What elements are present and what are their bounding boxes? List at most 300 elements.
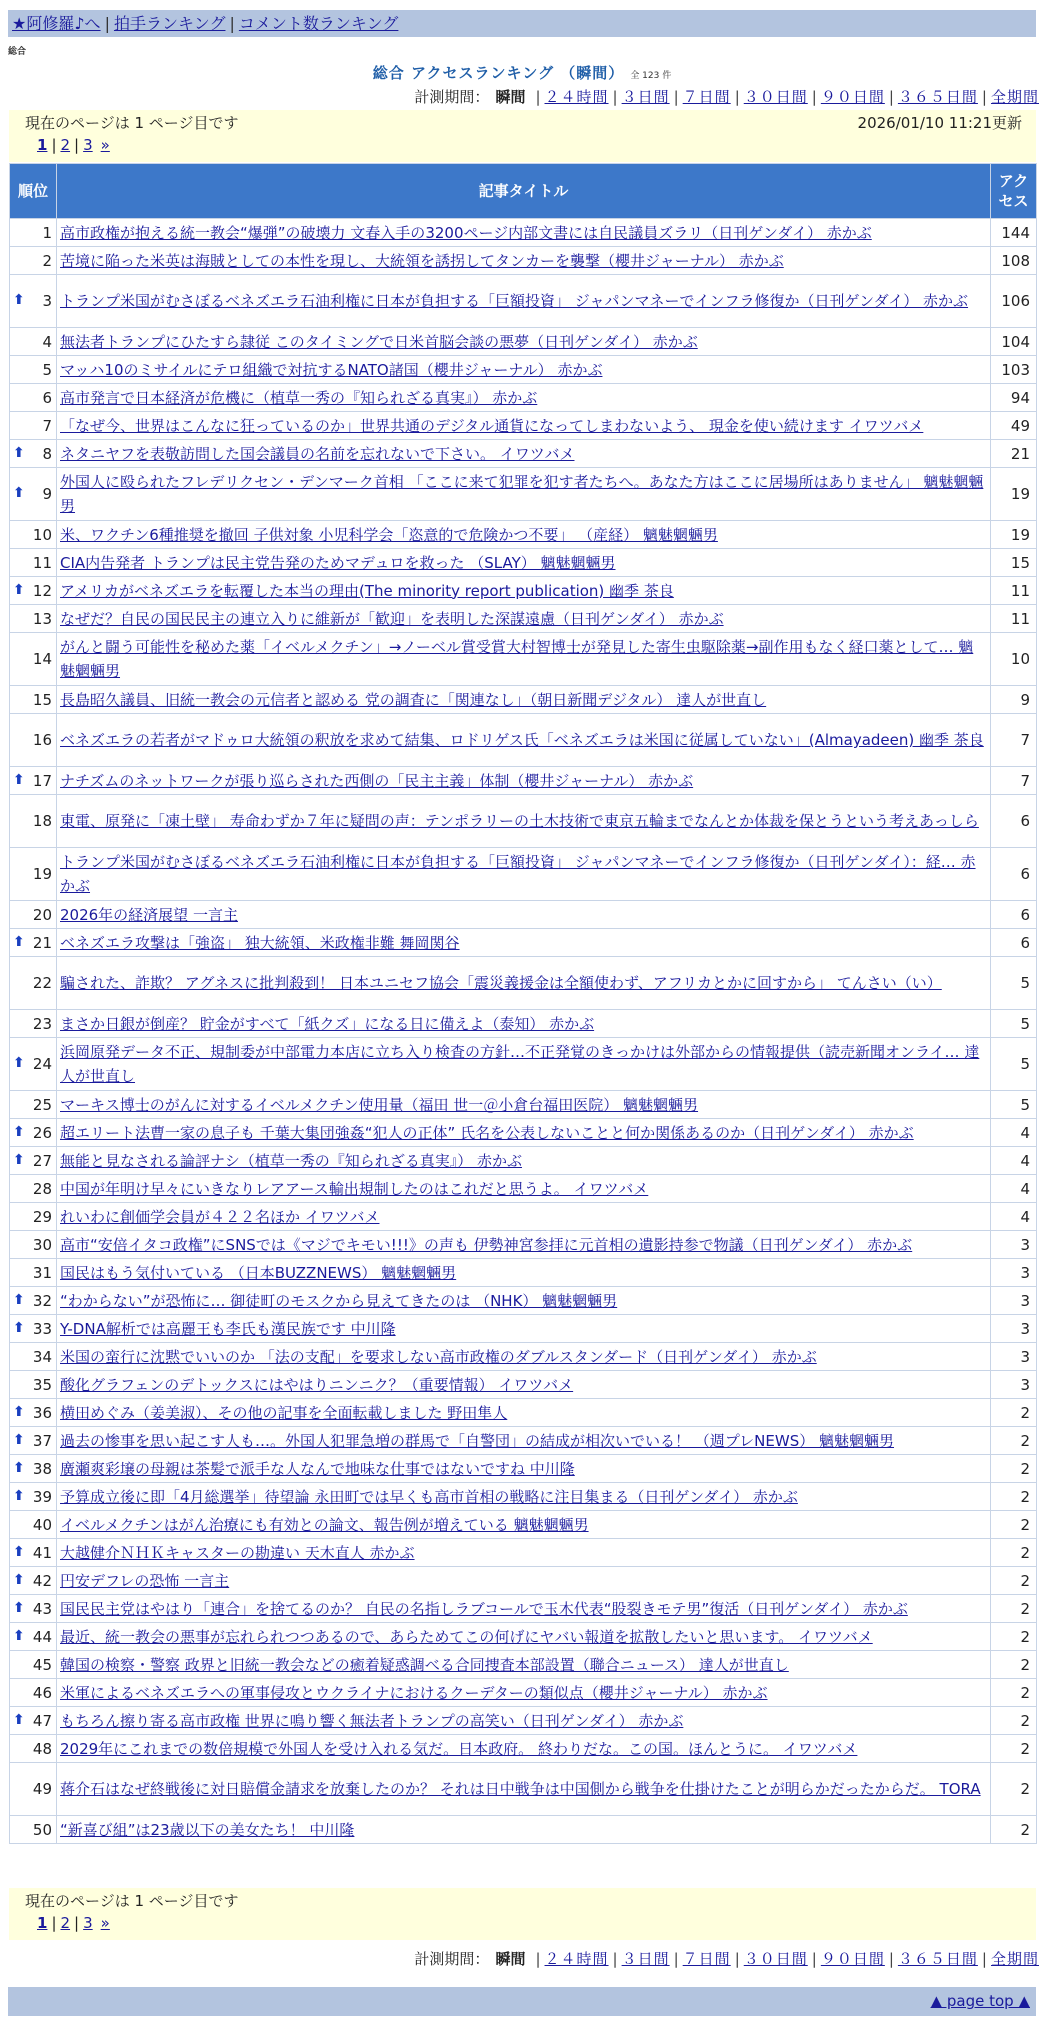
access-count: 2 — [991, 1595, 1037, 1623]
article-title-link[interactable]: “わからない”が恐怖に… 御徒町のモスクから見えてきたのは （NHK） 魑魅魍魎男 — [60, 1291, 618, 1310]
period-selector-top: 計測期間： 瞬間 | ２４時間 | ３日間 | ７日間 | ３０日間 | ９０日間 | ３６５日間 | 全期間 — [414, 88, 1039, 106]
rank-cell — [10, 1483, 57, 1511]
access-count: 6 — [991, 901, 1037, 929]
article-title-link[interactable]: 米、ワクチン6種推奨を撤回 子供対象 小児科学会「恣意的で危険かつ不要」 （産経） 魑魅魍魎男 — [60, 525, 718, 544]
access-count: 15 — [991, 549, 1037, 577]
rank-number: 16 — [32, 731, 52, 749]
table-row — [10, 1707, 1037, 1735]
rank-number: 34 — [32, 1347, 52, 1366]
rank-cell — [10, 275, 57, 328]
title-cell — [57, 795, 991, 848]
table-row — [10, 795, 1037, 848]
rank-cell — [10, 1371, 57, 1399]
rank-number: 44 — [32, 1627, 52, 1646]
article-title-link[interactable]: マッハ10のミサイルにテロ組織で対抗するNATO諸国（櫻井ジャーナル） 赤かぶ — [60, 360, 603, 379]
article-title-link[interactable]: 米軍によるベネズエラへの軍事侵攻とウクライナにおけるクーデターの類似点（櫻井ジャーナル） 赤かぶ — [60, 1683, 768, 1702]
title-cell — [57, 1483, 991, 1511]
article-title-link[interactable]: トランプ米国がむさぼるベネズエラ石油利権に日本が負担する「巨額投資」 ジャパンマネーでインフラ修復か（日刊ゲンダイ）：経… 赤かぶ — [60, 853, 976, 895]
article-title-link[interactable]: 酸化グラフェンのデトックスにはやはりニンニク？（重要情報） イワツバメ — [60, 1375, 574, 1394]
rank-number: 25 — [32, 1095, 52, 1114]
rank-up-arrow-icon: ⬆ — [13, 1403, 25, 1420]
title-cell — [57, 957, 991, 1010]
rank-up-arrow-icon: ⬆ — [13, 1055, 25, 1071]
rank-cell — [10, 577, 57, 605]
access-count: 103 — [991, 356, 1037, 384]
ranking-table — [9, 163, 1037, 1844]
rank-number: 29 — [32, 1207, 52, 1226]
table-row — [10, 1567, 1037, 1595]
title-cell — [57, 1287, 991, 1315]
access-count: 3 — [991, 1315, 1037, 1343]
header-title: 記事タイトル — [57, 164, 991, 219]
page-info-top — [9, 110, 1036, 162]
article-title-link[interactable]: 騙された、詐欺？ アグネスに批判殺到！ 日本ユニセフ協会「震災義援金は全額使わず、アフリカとかに回すから」 てんさい（い） — [60, 974, 942, 992]
article-title-link[interactable]: CIA内告発者 トランプは民主党告発のためマデュロを救った （SLAY） 魑魅魍魎男 — [60, 553, 616, 572]
top-nav-bar — [8, 10, 1036, 37]
rank-number: 49 — [32, 1780, 52, 1798]
table-row — [10, 1679, 1037, 1707]
current-page-text: 現在のページは 1 ページ目です — [25, 114, 239, 132]
rank-number: 11 — [32, 553, 52, 572]
pagination-top: 1 | 2 | 3 » — [37, 136, 110, 154]
article-title-link[interactable]: 予算成立後に即「4月総選挙」待望論 永田町では早くも高市首相の戦略に注目集まる（日刊ゲンダイ） 赤かぶ — [60, 1487, 798, 1506]
article-title-link[interactable]: 米国の蛮行に沈黙でいいのか 「法の支配」を要求しない高市政権のダブルスタンダード（日刊ゲンダイ） 赤かぶ — [60, 1347, 817, 1366]
article-title-link[interactable]: “新喜び組”は23歳以下の美女たち！ 中川隆 — [60, 1820, 355, 1839]
period-link-365d[interactable]: ３６５日間 — [897, 1950, 978, 1968]
article-title-link[interactable]: 長島昭久議員、旧統一教会の元信者と認める 党の調査に「関連なし」（朝日新聞デジタル） 達人が世直し — [60, 690, 767, 709]
rank-number: 9 — [42, 485, 52, 503]
rank-number: 1 — [42, 223, 52, 242]
rank-cell — [10, 1763, 57, 1816]
rank-number: 12 — [32, 581, 52, 600]
table-row — [10, 901, 1037, 929]
title-cell — [57, 440, 991, 468]
rank-number: 32 — [32, 1291, 52, 1310]
rank-cell — [10, 328, 57, 356]
rank-number: 4 — [42, 332, 52, 351]
title-cell — [57, 1816, 991, 1844]
access-count: 19 — [991, 521, 1037, 549]
title-cell — [57, 1343, 991, 1371]
rank-up-arrow-icon: ⬆ — [13, 1151, 25, 1168]
access-count: 2 — [991, 1483, 1037, 1511]
rank-cell — [10, 1315, 57, 1343]
rank-number: 43 — [32, 1599, 52, 1618]
rank-number: 21 — [32, 933, 52, 952]
access-count: 2 — [991, 1679, 1037, 1707]
table-row — [10, 521, 1037, 549]
nav-home-link[interactable]: ★阿修羅♪へ — [12, 14, 101, 33]
table-row — [10, 957, 1037, 1010]
rank-cell — [10, 1623, 57, 1651]
title-cell — [57, 1567, 991, 1595]
period-link-30d[interactable]: ３０日間 — [743, 88, 808, 106]
rank-number: 38 — [32, 1459, 52, 1478]
rank-number: 31 — [32, 1263, 52, 1282]
article-title-link[interactable]: 廣瀬爽彩壌の母親は茶髪で派手な人なんで地味な仕事ではないですね 中川隆 — [60, 1459, 575, 1478]
rank-up-arrow-icon: ⬆ — [13, 1123, 25, 1140]
table-row — [10, 328, 1037, 356]
access-count: 21 — [991, 440, 1037, 468]
article-title-link[interactable]: 東電、原発に「凍土壁」 寿命わずか７年に疑問の声：テンポラリーの土木技術で東京五輪までなんとか体裁を保とうという考えあっしら — [60, 812, 979, 830]
table-row — [10, 1763, 1037, 1816]
article-title-link[interactable]: ベネズエラの若者がマドゥロ大統領の釈放を求めて結集、ロドリゲス氏「ベネズエラは米国に従属していない」(Almayadeen) 幽季 茶良 — [60, 731, 984, 749]
table-row — [10, 1427, 1037, 1455]
page-link-3[interactable]: 3 — [83, 1914, 93, 1932]
rank-up-arrow-icon: ⬆ — [13, 1599, 25, 1616]
table-row — [10, 1343, 1037, 1371]
table-row — [10, 1175, 1037, 1203]
period-link-24h[interactable]: ２４時間 — [544, 88, 609, 106]
rank-cell — [10, 356, 57, 384]
rank-cell — [10, 549, 57, 577]
access-count: 4 — [991, 1175, 1037, 1203]
rank-number: 8 — [42, 444, 52, 463]
page-link-2[interactable]: 2 — [60, 136, 71, 154]
article-title-link[interactable]: 最近、統一教会の悪事が忘れられつつあるので、あらためてこの何げにヤバい報道を拡散したいと思います。 イワツバメ — [60, 1627, 873, 1646]
title-cell — [57, 384, 991, 412]
rank-cell — [10, 848, 57, 901]
article-title-link[interactable]: マーキス博士のがんに対するイベルメクチン使用量（福田 世一＠小倉台福田医院） 魑魅魍魎男 — [60, 1095, 699, 1114]
access-count: 2 — [991, 1511, 1037, 1539]
updated-timestamp: 2026/01/10 11:21更新 — [857, 114, 1022, 132]
rank-up-arrow-icon: ⬆ — [13, 1459, 25, 1476]
rank-cell — [10, 247, 57, 275]
rank-up-arrow-icon: ⬆ — [13, 1543, 25, 1560]
title-cell — [57, 1623, 991, 1651]
article-title-link[interactable]: アメリカがベネズエラを転覆した本当の理由(The minority report publication) 幽季 茶良 — [60, 581, 674, 600]
period-selector-bottom: 計測期間： 瞬間 | ２４時間 | ３日間 | ７日間 | ３０日間 | ９０日間 | ３６５日間 | 全期間 — [414, 1950, 1039, 1968]
access-count: 3 — [991, 1231, 1037, 1259]
table-row — [10, 384, 1037, 412]
table-row — [10, 1231, 1037, 1259]
article-title-link[interactable]: 国民民主党はやはり「連合」を捨てるのか？ 自民の名指しラブコールで玉木代表“股裂きモテ男”復活（日刊ゲンダイ） 赤かぶ — [60, 1599, 908, 1618]
page-info-bottom — [9, 1888, 1036, 1940]
rank-number: 5 — [42, 360, 52, 379]
table-row — [10, 1371, 1037, 1399]
article-title-link[interactable]: れいわに創価学会員が４２２名ほか イワツバメ — [60, 1207, 380, 1226]
access-count: 2 — [991, 1455, 1037, 1483]
total-count: 全 123 件 — [630, 71, 672, 81]
article-title-link[interactable]: がんと闘う可能性を秘めた薬「イベルメクチン」→ノーベル賞受賞大村智博士が発見した寄生虫駆除薬→副作用もなく経口薬として… 魑魅魍魎男 — [60, 638, 974, 680]
access-count: 3 — [991, 1343, 1037, 1371]
access-count: 2 — [991, 1427, 1037, 1455]
period-link-3d[interactable]: ３日間 — [621, 88, 670, 106]
rank-number: 28 — [32, 1179, 52, 1198]
article-title-link[interactable]: 中国が年明け早々にいきなりレアアース輸出規制したのはこれだと思うよ。 イワツバメ — [60, 1179, 649, 1198]
access-count: 7 — [991, 767, 1037, 795]
title-cell — [57, 549, 991, 577]
rank-number: 26 — [32, 1123, 52, 1142]
table-row — [10, 848, 1037, 901]
rank-cell — [10, 1010, 57, 1038]
rank-cell — [10, 1707, 57, 1735]
table-row — [10, 1455, 1037, 1483]
table-row — [10, 577, 1037, 605]
rank-up-arrow-icon: ⬆ — [13, 1627, 25, 1644]
title-cell — [57, 1231, 991, 1259]
table-row — [10, 1315, 1037, 1343]
rank-cell — [10, 929, 57, 957]
rank-number: 17 — [32, 771, 52, 790]
access-count: 2 — [991, 1567, 1037, 1595]
article-title-link[interactable]: 円安デフレの恐怖 一言主 — [60, 1571, 230, 1590]
rank-number: 10 — [32, 525, 52, 544]
title-cell — [57, 686, 991, 714]
rank-up-arrow-icon: ⬆ — [13, 1319, 25, 1336]
table-row — [10, 1539, 1037, 1567]
title-cell — [57, 605, 991, 633]
rank-number: 46 — [32, 1683, 52, 1702]
rank-cell — [10, 1427, 57, 1455]
rank-cell — [10, 1119, 57, 1147]
period-link-365d[interactable]: ３６５日間 — [897, 88, 978, 106]
title-cell — [57, 1595, 991, 1623]
access-count: 6 — [991, 929, 1037, 957]
table-row — [10, 1595, 1037, 1623]
nav-applause-ranking-link[interactable]: 拍手ランキング — [113, 14, 226, 33]
rank-cell — [10, 1175, 57, 1203]
period-link-7d[interactable]: ７日間 — [682, 88, 731, 106]
rank-number: 40 — [32, 1515, 52, 1534]
table-row — [10, 1651, 1037, 1679]
title-cell — [57, 1010, 991, 1038]
rank-cell — [10, 901, 57, 929]
rank-cell — [10, 1511, 57, 1539]
access-count: 104 — [991, 328, 1037, 356]
ranking-table-body — [10, 219, 1037, 1844]
title-cell — [57, 767, 991, 795]
title-cell — [57, 1119, 991, 1147]
page-title — [0, 62, 1044, 83]
rank-cell — [10, 1816, 57, 1844]
rank-cell — [10, 1343, 57, 1371]
access-count: 94 — [991, 384, 1037, 412]
period-link-all[interactable]: 全期間 — [990, 88, 1039, 106]
title-cell — [57, 1455, 991, 1483]
table-row — [10, 1399, 1037, 1427]
access-count: 9 — [991, 686, 1037, 714]
article-title-link[interactable]: 国民はもう気付いている （日本BUZZNEWS） 魑魅魍魎男 — [60, 1263, 457, 1282]
period-link-24h[interactable]: ２４時間 — [544, 1950, 609, 1968]
category-label: 総合 — [8, 47, 27, 57]
rank-cell — [10, 1735, 57, 1763]
title-cell — [57, 1147, 991, 1175]
page-top-link[interactable]: ▲ page top ▲ — [930, 1992, 1030, 2010]
current-page-text: 現在のページは 1 ページ目です — [25, 1892, 239, 1910]
rank-number: 6 — [42, 388, 52, 407]
page-link-next[interactable]: » — [100, 1914, 110, 1932]
article-title-link[interactable]: トランプ米国がむさぼるベネズエラ石油利権に日本が負担する「巨額投資」 ジャパンマネーでインフラ修復か（日刊ゲンダイ） 赤かぶ — [60, 292, 969, 310]
rank-up-arrow-icon: ⬆ — [13, 292, 25, 308]
page-link-1[interactable]: 1 — [37, 136, 48, 154]
article-title-link[interactable]: もちろん擦り寄る高市政権 世界に鳴り響く無法者トランプの高笑い（日刊ゲンダイ） 赤かぶ — [60, 1711, 684, 1730]
title-cell — [57, 1539, 991, 1567]
table-row — [10, 219, 1037, 247]
page-title-text: 総合 アクセスランキング （瞬間） — [372, 64, 625, 82]
access-count: 106 — [991, 275, 1037, 328]
title-cell — [57, 1427, 991, 1455]
article-title-link[interactable]: 無能と見なされる論評ナシ（植草一秀の『知られざる真実』） 赤かぶ — [60, 1151, 522, 1170]
rank-number: 13 — [32, 609, 52, 628]
period-label: 計測期間： — [414, 1950, 490, 1968]
rank-up-arrow-icon: ⬆ — [13, 771, 25, 788]
article-title-link[interactable]: なぜだ？自民の国民民主の連立入りに維新が「歓迎」を表明した深謀遠慮（日刊ゲンダイ） 赤かぶ — [60, 609, 724, 628]
table-row — [10, 1623, 1037, 1651]
page-link-1[interactable]: 1 — [37, 1914, 48, 1932]
access-count: 2 — [991, 1707, 1037, 1735]
rank-cell — [10, 1231, 57, 1259]
rank-up-arrow-icon: ⬆ — [13, 933, 25, 950]
bottom-bar — [8, 1987, 1036, 2016]
article-title-link[interactable]: ベネズエラ攻撃は「強盗」 独大統領、米政権非難 舞岡関谷 — [60, 933, 460, 952]
table-row — [10, 275, 1037, 328]
rank-cell — [10, 1595, 57, 1623]
rank-number: 23 — [32, 1014, 52, 1033]
title-cell — [57, 247, 991, 275]
article-title-link[interactable]: 韓国の検察・警察 政界と旧統一教会などの癒着疑惑調べる合同捜査本部設置（聯合ニュース） 達人が世直し — [60, 1655, 789, 1674]
table-row — [10, 356, 1037, 384]
article-title-link[interactable]: ネタニヤフを表敬訪問した国会議員の名前を忘れないで下さい。 イワツバメ — [60, 444, 575, 463]
page-link-2[interactable]: 2 — [60, 1914, 71, 1932]
page-link-3[interactable]: 3 — [83, 136, 93, 154]
title-cell — [57, 1203, 991, 1231]
article-title-link[interactable]: 2029年にこれまでの数倍規模で外国人を受け入れる気だ。日本政府。 終わりだな。この国。ほんとうに。 イワツバメ — [60, 1739, 858, 1758]
title-cell — [57, 1763, 991, 1816]
header-count: アクセス — [991, 164, 1037, 219]
article-title-link[interactable]: 超エリート法曹一家の息子も 千葉大集団強姦“犯人の正体” 氏名を公表しないことと何か関係あるのか（日刊ゲンダイ） 赤かぶ — [60, 1123, 914, 1142]
rank-cell — [10, 1399, 57, 1427]
access-count: 108 — [991, 247, 1037, 275]
title-cell — [57, 275, 991, 328]
title-cell — [57, 468, 991, 521]
table-row — [10, 1735, 1037, 1763]
access-count: 11 — [991, 577, 1037, 605]
rank-number: 50 — [32, 1820, 52, 1839]
rank-cell — [10, 521, 57, 549]
article-title-link[interactable]: ナチズムのネットワークが張り巡らされた西側の「民主主義」体制（櫻井ジャーナル） 赤かぶ — [60, 771, 694, 790]
access-count: 6 — [991, 795, 1037, 848]
access-count: 10 — [991, 633, 1037, 686]
rank-number: 45 — [32, 1655, 52, 1674]
rank-cell — [10, 767, 57, 795]
title-cell — [57, 1399, 991, 1427]
table-row — [10, 767, 1037, 795]
period-link-7d[interactable]: ７日間 — [682, 1950, 731, 1968]
header-rank: 順位 — [10, 164, 57, 219]
period-link-all[interactable]: 全期間 — [990, 1950, 1039, 1968]
nav-comment-ranking-link[interactable]: コメント数ランキング — [238, 14, 399, 33]
rank-number: 30 — [32, 1235, 52, 1254]
article-title-link[interactable]: 蒋介石はなぜ終戦後に対日賠償金請求を放棄したのか？ それは日中戦争は中国側から戦争を仕掛けたことが明らかだったからだ。 TORA — [60, 1780, 981, 1798]
title-cell — [57, 1651, 991, 1679]
rank-cell — [10, 1287, 57, 1315]
article-title-link[interactable]: 外国人に殴られたフレデリクセン・デンマーク首相 「ここに来て犯罪を犯す者たちへ。あなた方はここに居場所はありません」 魑魅魍魎男 — [60, 473, 984, 515]
article-title-link[interactable]: 大越健介ＮＨＫキャスターの勘違い 天木直人 赤かぶ — [60, 1543, 415, 1562]
rank-number: 2 — [42, 251, 52, 270]
rank-number: 14 — [32, 650, 52, 668]
article-title-link[interactable]: 高市“安倍イタコ政権”にSNSでは《マジでキモい!!!》の声も 伊勢神宮参拝に元首相の遺影持参で物議（日刊ゲンダイ） 赤かぶ — [60, 1235, 913, 1254]
access-count: 49 — [991, 412, 1037, 440]
rank-number: 36 — [32, 1403, 52, 1422]
access-count: 3 — [991, 1287, 1037, 1315]
access-count: 6 — [991, 848, 1037, 901]
title-cell — [57, 521, 991, 549]
rank-number: 7 — [42, 416, 52, 435]
rank-number: 15 — [32, 690, 52, 709]
article-title-link[interactable]: 横田めぐみ（姜美淑）、その他の記事を全面転載しました 野田隼人 — [60, 1403, 508, 1422]
table-row — [10, 633, 1037, 686]
title-cell — [57, 1707, 991, 1735]
article-title-link[interactable]: イベルメクチンはがん治療にも有効との論文、報告例が増えている 魑魅魍魎男 — [60, 1515, 589, 1534]
title-cell — [57, 328, 991, 356]
title-cell — [57, 714, 991, 767]
table-row — [10, 440, 1037, 468]
period-link-90d[interactable]: ９０日間 — [820, 1950, 885, 1968]
rank-cell — [10, 1203, 57, 1231]
table-row — [10, 714, 1037, 767]
rank-number: 39 — [32, 1487, 52, 1506]
rank-up-arrow-icon: ⬆ — [13, 1571, 25, 1588]
pagination-bottom: 1 | 2 | 3 » — [37, 1914, 110, 1932]
article-title-link[interactable]: 高市発言で日本経済が危機に（植草一秀の『知られざる真実』） 赤かぶ — [60, 388, 538, 407]
title-cell — [57, 1511, 991, 1539]
access-count: 4 — [991, 1203, 1037, 1231]
access-count: 5 — [991, 1091, 1037, 1119]
rank-number: 27 — [32, 1151, 52, 1170]
table-row — [10, 1511, 1037, 1539]
table-row — [10, 468, 1037, 521]
title-cell — [57, 1175, 991, 1203]
title-cell — [57, 577, 991, 605]
article-title-link[interactable]: 「なぜ今、世界はこんなに狂っているのか」世界共通のデジタル通貨になってしまわないよう、 現金を使い続けます イワツバメ — [60, 416, 924, 435]
access-count: 2 — [991, 1763, 1037, 1816]
rank-number: 37 — [32, 1431, 52, 1450]
access-count: 19 — [991, 468, 1037, 521]
title-cell — [57, 1315, 991, 1343]
rank-cell — [10, 1455, 57, 1483]
title-cell — [57, 412, 991, 440]
rank-cell — [10, 957, 57, 1010]
access-count: 5 — [991, 957, 1037, 1010]
access-count: 2 — [991, 1735, 1037, 1763]
rank-cell — [10, 1091, 57, 1119]
period-link-90d[interactable]: ９０日間 — [820, 88, 885, 106]
table-row — [10, 1483, 1037, 1511]
rank-up-arrow-icon: ⬆ — [13, 581, 25, 598]
nav-separator: | — [229, 14, 235, 33]
title-cell — [57, 1735, 991, 1763]
article-title-link[interactable]: まさか日銀が倒産？ 貯金がすべて「紙クズ」になる日に備えよ（泰知） 赤かぶ — [60, 1014, 595, 1033]
article-title-link[interactable]: Y-DNA解析では高麗王も李氏も漢民族です 中川隆 — [60, 1319, 396, 1338]
period-link-30d[interactable]: ３０日間 — [743, 1950, 808, 1968]
table-row — [10, 247, 1037, 275]
period-link-3d[interactable]: ３日間 — [621, 1950, 670, 1968]
title-cell — [57, 1091, 991, 1119]
rank-number: 47 — [32, 1711, 52, 1730]
rank-cell — [10, 412, 57, 440]
article-title-link[interactable]: 浜岡原発データ不正、規制委が中部電力本店に立ち入り検査の方針…不正発覚のきっかけは外部からの情報提供（読売新聞オンライ… 達人が世直し — [60, 1043, 980, 1085]
article-title-link[interactable]: 過去の惨事を思い起こす人も…。外国人犯罪急増の群馬で「自警団」の結成が相次いでいる！ （週プレNEWS） 魑魅魍魎男 — [60, 1431, 894, 1450]
page-link-next[interactable]: » — [100, 136, 110, 154]
article-title-link[interactable]: 2026年の経済展望 一言主 — [60, 905, 238, 924]
title-cell — [57, 219, 991, 247]
article-title-link[interactable]: 苦境に陥った米英は海賊としての本性を現し、大統領を誘拐してタンカーを襲撃（櫻井ジャーナル） 赤かぶ — [60, 251, 784, 270]
article-title-link[interactable]: 無法者トランプにひたすら隷従 このタイミングで日米首脳会談の悪夢（日刊ゲンダイ） 赤かぶ — [60, 332, 698, 351]
article-title-link[interactable]: 高市政権が抱える統一教会“爆弾”の破壊力 文春入手の3200ページ内部文書には自民議員ズラリ（日刊ゲンダイ） 赤かぶ — [60, 223, 872, 242]
rank-cell — [10, 1038, 57, 1091]
rank-cell — [10, 686, 57, 714]
